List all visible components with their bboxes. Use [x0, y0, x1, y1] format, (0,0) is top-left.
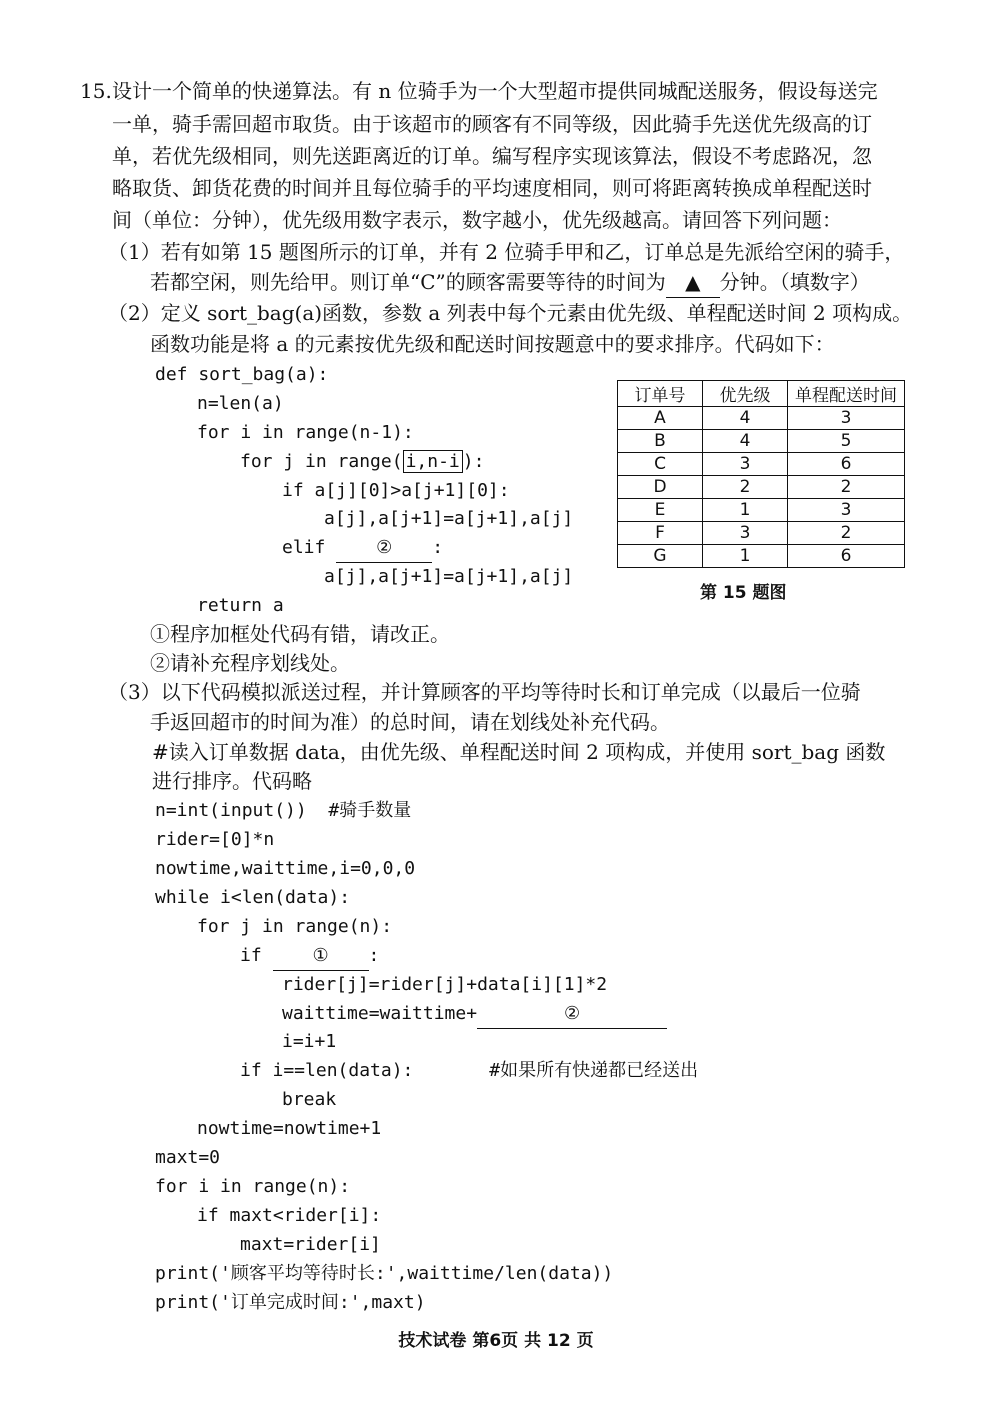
- code-line-blank: [282, 533, 443, 563]
- part1-line-2: [150, 268, 870, 298]
- error-box: i,n-i: [403, 450, 463, 473]
- part1-text-before: 若都空闲，则先给甲。则订单“C”的顾客需要等待的时间为: [150, 270, 666, 294]
- code-line-boxed: [240, 447, 484, 476]
- table-cell: 3: [703, 522, 788, 545]
- table-row: [618, 476, 905, 499]
- part3-line-2: 手返回超市的时间为准）的总时间，请在划线处补充代码。: [150, 710, 670, 734]
- table-cell: F: [618, 522, 703, 545]
- code-line: print('订单完成时间:',maxt): [155, 1292, 426, 1313]
- intro-line-4: 略取货、卸货花费的时间并且每位骑手的平均速度相同，则可将距离转换成单程配送时: [112, 176, 872, 200]
- question-number: 15.: [80, 79, 112, 103]
- header-delivery-time: 单程配送时间: [788, 381, 905, 407]
- code-fragment: for j in range(: [240, 451, 403, 472]
- table-cell: 3: [788, 407, 905, 430]
- part2-line-2: 函数功能是将 a 的元素按优先级和配送时间按题意中的要求排序。代码如下：: [150, 332, 835, 356]
- table-cell: B: [618, 430, 703, 453]
- code-blank-2: ②: [477, 999, 667, 1029]
- part1-answer-blank: ▲: [666, 268, 720, 298]
- intro-line-1: 设计一个简单的快递算法。有 n 位骑手为一个大型超市提供同城配送服务，假设每送完: [112, 79, 878, 103]
- code-fragment: if: [240, 945, 273, 966]
- code-line: nowtime=nowtime+1: [197, 1118, 382, 1139]
- code-blank-1: ①: [273, 941, 369, 971]
- code-blank-2: ②: [336, 533, 432, 563]
- code-fragment: elif: [282, 537, 337, 558]
- code-line: if i==len(data): #如果所有快递都已经送出: [240, 1060, 699, 1081]
- table-cell: C: [618, 453, 703, 476]
- code-line: if maxt<rider[i]:: [197, 1205, 382, 1226]
- code-line: for j in range(n):: [197, 916, 393, 937]
- code-line: for i in range(n-1):: [197, 422, 414, 443]
- code-line: for i in range(n):: [155, 1176, 351, 1197]
- code-line: maxt=0: [155, 1147, 221, 1168]
- header-order-id: 订单号: [618, 381, 703, 407]
- table-cell: G: [618, 545, 703, 568]
- intro-line-3: 单，若优先级相同，则先送距离近的订单。编写程序实现该算法，假设不考虑路况，忽: [112, 144, 872, 168]
- table-cell: 2: [788, 522, 905, 545]
- orders-body: [618, 407, 905, 568]
- part2-note-1: ①程序加框处代码有错，请改正。: [150, 622, 450, 646]
- table-cell: 1: [703, 499, 788, 522]
- code-fragment: :: [432, 537, 444, 558]
- part3-line-3: #读入订单数据 data，由优先级、单程配送时间 2 项构成，并使用 sort_bag 函数: [152, 740, 886, 764]
- code-line: def sort_bag(a):: [155, 364, 329, 385]
- part3-line-1: （3）以下代码模拟派送过程，并计算顾客的平均等待时长和订单完成（以最后一位骑: [108, 680, 861, 704]
- code-line-blank: [240, 941, 379, 971]
- code-fragment: :: [368, 945, 380, 966]
- code-line: if a[j][0]>a[j+1][0]:: [282, 480, 510, 501]
- table-cell: D: [618, 476, 703, 499]
- table-row: [618, 430, 905, 453]
- table-cell: 5: [788, 430, 905, 453]
- code-line: a[j],a[j+1]=a[j+1],a[j]: [324, 566, 574, 587]
- code-line: rider=[0]*n: [155, 829, 275, 850]
- code-line: rider[j]=rider[j]+data[i][1]*2: [282, 974, 608, 995]
- code-line: print('顾客平均等待时长:',waittime/len(data)): [155, 1263, 614, 1284]
- table-cell: 2: [703, 476, 788, 499]
- table-row: [618, 522, 905, 545]
- table-row: [618, 499, 905, 522]
- table-cell: 2: [788, 476, 905, 499]
- code-line: n=len(a): [197, 393, 284, 414]
- part2-line-1: （2）定义 sort_bag(a)函数，参数 a 列表中每个元素由优先级、单程配送时间 2 项构成。: [108, 301, 913, 325]
- table-header-row: [618, 381, 905, 407]
- code-fragment: ):: [462, 451, 485, 472]
- table-cell: 4: [703, 430, 788, 453]
- table-cell: 6: [788, 545, 905, 568]
- part1-text-after: 分钟。（填数字）: [719, 270, 870, 294]
- code-line: maxt=rider[i]: [240, 1234, 381, 1255]
- code-line-blank: [282, 999, 667, 1029]
- table-row: [618, 407, 905, 430]
- code-line: while i<len(data):: [155, 887, 351, 908]
- intro-line-5: 间（单位：分钟），优先级用数字表示，数字越小，优先级越高。请回答下列问题：: [112, 208, 842, 232]
- code-fragment: waittime=waittime+: [282, 1003, 478, 1024]
- code-line: nowtime,waittime,i=0,0,0: [155, 858, 416, 879]
- table-cell: 4: [703, 407, 788, 430]
- code-line: break: [282, 1089, 337, 1110]
- table-row: [618, 453, 905, 476]
- page-footer: 技术试卷 第6页 共 12 页: [398, 1331, 594, 1351]
- header-priority: 优先级: [703, 381, 788, 407]
- code-line: return a: [197, 595, 284, 616]
- part3-line-4: 进行排序。代码略: [152, 769, 312, 793]
- table-caption: 第 15 题图: [700, 583, 787, 603]
- intro-line-2: 一单，骑手需回超市取货。由于该超市的顾客有不同等级，因此骑手先送优先级高的订: [112, 112, 872, 136]
- table-row: [618, 545, 905, 568]
- table-cell: 3: [788, 499, 905, 522]
- table-cell: 1: [703, 545, 788, 568]
- code-line: a[j],a[j+1]=a[j+1],a[j]: [324, 508, 574, 529]
- table-cell: 6: [788, 453, 905, 476]
- table-cell: A: [618, 407, 703, 430]
- part2-note-2: ②请补充程序划线处。: [150, 651, 350, 675]
- code-line: n=int(input()) #骑手数量: [155, 800, 412, 821]
- table-cell: E: [618, 499, 703, 522]
- orders-table: [617, 380, 905, 568]
- table-cell: 3: [703, 453, 788, 476]
- code-line: i=i+1: [282, 1031, 337, 1052]
- part1-line-1: （1）若有如第 15 题图所示的订单，并有 2 位骑手甲和乙，订单总是先派给空闲的骑手，: [108, 240, 905, 264]
